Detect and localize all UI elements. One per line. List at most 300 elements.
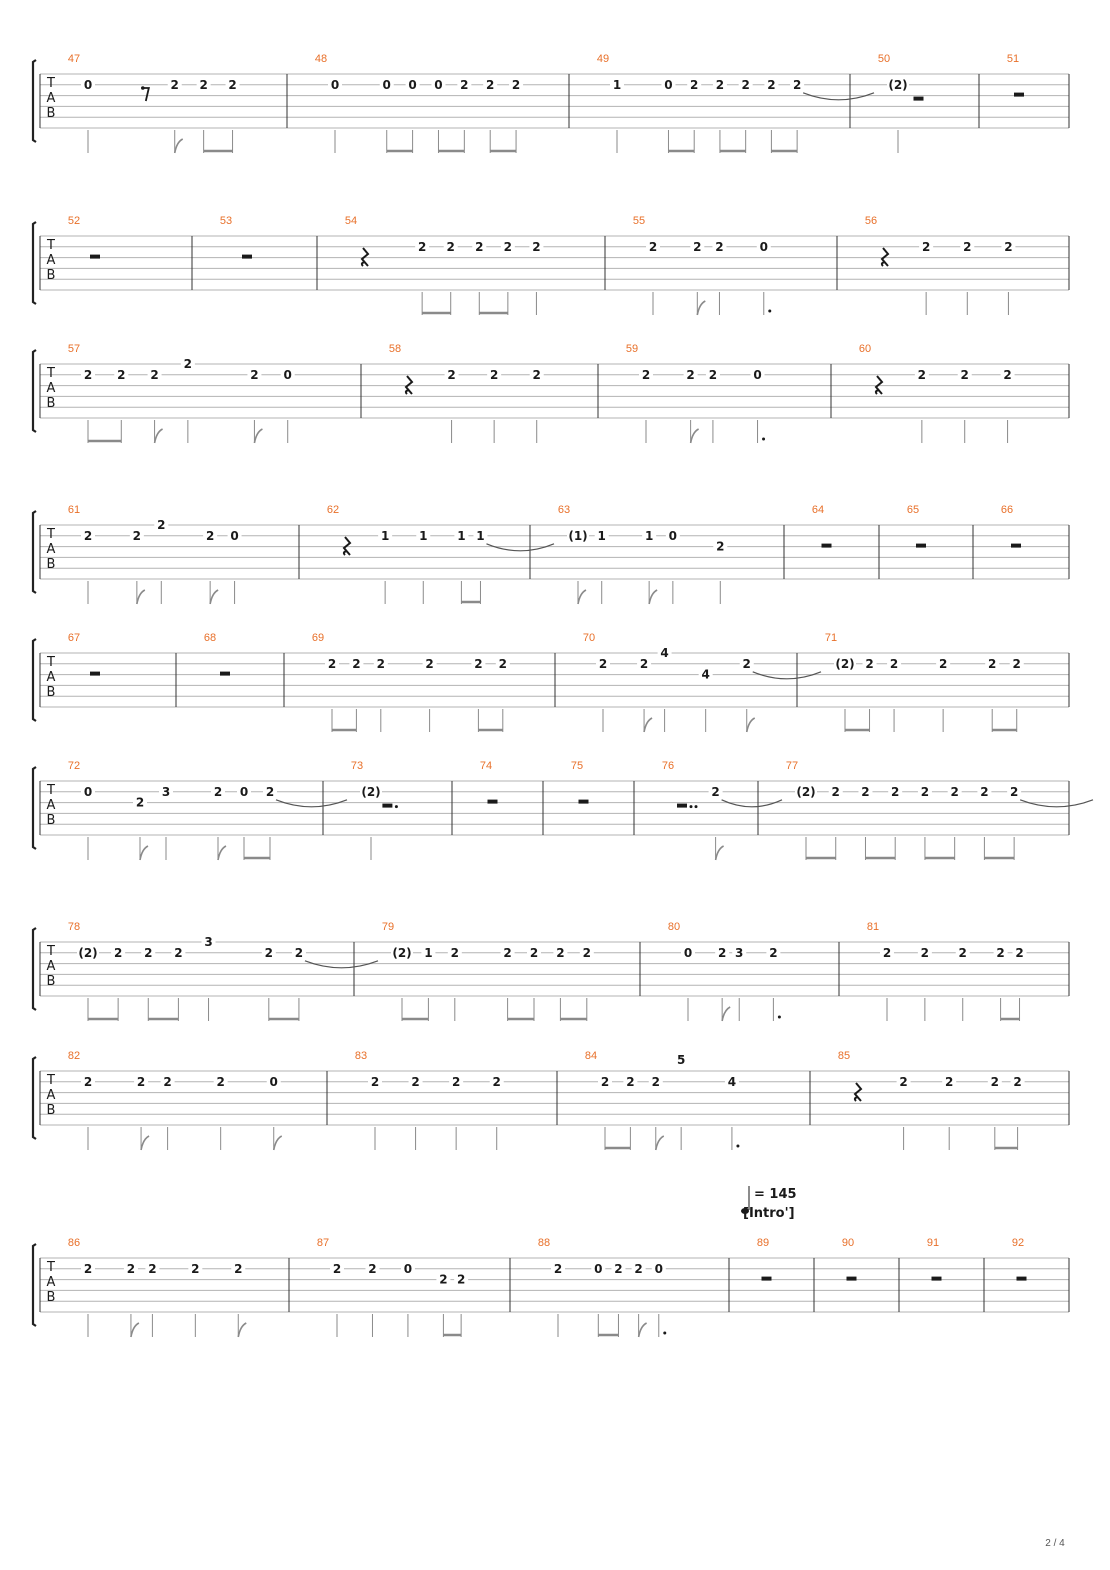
- measure-number: 77: [785, 760, 799, 772]
- measure: [571, 760, 589, 804]
- fret-number: 1: [424, 945, 433, 960]
- fret-number: 2: [503, 239, 513, 254]
- measure: [558, 504, 727, 604]
- note-flag: [656, 1136, 664, 1150]
- fret-number: 2: [327, 656, 337, 671]
- measure: [220, 215, 252, 259]
- fret-number: 2: [352, 656, 361, 671]
- measure: [351, 760, 398, 860]
- fret-number: 2: [988, 656, 997, 671]
- quarter-rest: [406, 376, 412, 394]
- measure-number: 68: [203, 632, 217, 644]
- fret-number: 2: [889, 656, 899, 671]
- fret-number: 0: [230, 528, 239, 543]
- system-bracket: [33, 511, 36, 593]
- quarter-rest: [876, 376, 882, 394]
- fret-number: 2: [532, 239, 541, 254]
- fret-number: 2: [135, 795, 145, 810]
- tab-system: [33, 343, 1069, 443]
- note-flag: [639, 1323, 647, 1337]
- system-bracket: [33, 1057, 36, 1139]
- fret-number: 2: [83, 528, 93, 543]
- tab-clef-letter: A: [46, 959, 56, 974]
- fret-number: 2: [690, 77, 699, 92]
- fret-number: 2: [489, 367, 499, 382]
- whole-rest: [1014, 93, 1024, 97]
- measure: [355, 1050, 504, 1150]
- fret-number: 0: [283, 367, 292, 382]
- dot: [768, 310, 771, 313]
- fret-number: 2: [958, 945, 967, 960]
- system-bracket: [33, 1244, 36, 1326]
- measure-number: 82: [67, 1050, 81, 1062]
- measure-number: 73: [350, 760, 364, 772]
- tab-clef-letter: T: [47, 527, 55, 542]
- measure: [626, 343, 765, 443]
- fret-number: 2: [475, 239, 484, 254]
- fret-number: 2: [715, 239, 724, 254]
- fret-number: 0: [83, 77, 93, 92]
- fret-number: 2: [451, 1074, 461, 1089]
- measure-number: 87: [316, 1237, 330, 1249]
- fret-number: 2: [639, 656, 649, 671]
- fret-number: 2: [425, 656, 434, 671]
- tab-clef-letter: T: [47, 76, 55, 91]
- measure: [1012, 1237, 1027, 1281]
- measure-number: 58: [388, 343, 402, 355]
- fret-number: 2: [882, 945, 892, 960]
- tab-system: [33, 504, 1069, 604]
- measure: [867, 921, 1027, 1021]
- measure: [68, 343, 295, 443]
- fret-number: 2: [529, 945, 539, 960]
- eighth-rest-dot: [141, 86, 145, 90]
- tab-system: [33, 1237, 1069, 1337]
- fret-number: 0: [683, 945, 693, 960]
- fret-number: 0: [239, 784, 249, 799]
- measure: [838, 1050, 1025, 1150]
- fret-number: (2): [361, 784, 381, 799]
- measure: [907, 504, 926, 548]
- fret-number: 3: [735, 945, 744, 960]
- fret-number: 2: [715, 77, 725, 92]
- measure-number: 47: [67, 53, 81, 65]
- measure: [585, 1050, 740, 1150]
- fret-number: 2: [626, 1074, 635, 1089]
- fret-number: 2: [447, 367, 456, 382]
- fret-number: 2: [1012, 656, 1021, 671]
- measure-number: 65: [906, 504, 920, 516]
- measure-number: 56: [864, 215, 878, 227]
- system-bracket: [33, 639, 36, 721]
- note-flag: [254, 429, 262, 443]
- fret-number: 0: [330, 77, 340, 92]
- tab-system: [33, 921, 1069, 1021]
- dot: [778, 1016, 781, 1019]
- fret-number: 2: [486, 77, 495, 92]
- fret-number: 2: [511, 77, 521, 92]
- fret-number: (2): [796, 784, 816, 799]
- measure-number: 86: [67, 1237, 81, 1249]
- tie-arc: [276, 800, 347, 807]
- note-flag: [697, 301, 705, 315]
- half-rest: [914, 97, 924, 101]
- fret-number: 2: [213, 784, 223, 799]
- tempo-value: = 145: [754, 1187, 797, 1202]
- system-bracket: [33, 928, 36, 1010]
- fret-number: 2: [1015, 945, 1024, 960]
- fret-number: 2: [708, 367, 718, 382]
- measure-number: 60: [858, 343, 872, 355]
- fret-number: 2: [136, 1074, 146, 1089]
- fret-number: 1: [612, 77, 622, 92]
- eighth-rest: [143, 88, 149, 101]
- tempo-marking: [741, 1186, 797, 1221]
- fret-number: 2: [767, 77, 776, 92]
- measure: [757, 1237, 772, 1281]
- measure-number: 81: [866, 921, 880, 933]
- fret-number: 4: [660, 646, 669, 660]
- measure: [204, 632, 230, 676]
- tab-clef-letter: B: [46, 268, 56, 283]
- fret-number: 2: [265, 784, 275, 799]
- fret-number: 2: [113, 945, 123, 960]
- fret-number: 2: [920, 784, 930, 799]
- fret-number: 3: [161, 784, 171, 799]
- fret-number: 2: [474, 656, 483, 671]
- tab-system: [33, 632, 1069, 732]
- fret-number: 0: [759, 239, 768, 254]
- fret-number: 0: [382, 77, 391, 92]
- fret-number: 2: [717, 945, 727, 960]
- measure-number: 92: [1011, 1237, 1025, 1249]
- measure-number: 66: [1000, 504, 1014, 516]
- fret-number: 2: [332, 1261, 342, 1276]
- fret-number: 2: [831, 784, 840, 799]
- fret-number: 2: [865, 656, 874, 671]
- tie-arc: [753, 672, 821, 679]
- fret-number: 2: [716, 539, 725, 554]
- fret-number: 2: [532, 367, 541, 382]
- measure: [68, 1050, 282, 1150]
- fret-number: 2: [439, 1272, 448, 1287]
- fret-number: 2: [921, 239, 931, 254]
- fret-number: 2: [963, 239, 972, 254]
- measure-number: 61: [67, 504, 81, 516]
- note-flag: [722, 1007, 730, 1021]
- measure: [927, 1237, 942, 1281]
- fret-number: (2): [78, 945, 98, 960]
- fret-number: 2: [446, 239, 455, 254]
- tab-clef-letter: B: [46, 974, 56, 989]
- measure-number: 88: [537, 1237, 551, 1249]
- quarter-rest: [362, 248, 368, 266]
- fret-number: 2: [769, 945, 778, 960]
- fret-number: 2: [170, 77, 179, 92]
- measure: [312, 632, 510, 732]
- measure-number: 84: [584, 1050, 598, 1062]
- tab-clef-letter: A: [46, 798, 56, 813]
- fret-number: 2: [741, 77, 750, 92]
- measure-number: 78: [67, 921, 81, 933]
- whole-rest: [488, 800, 498, 804]
- fret-number: 2: [614, 1261, 623, 1276]
- fret-number: 0: [654, 1261, 663, 1276]
- fret-number: 2: [556, 945, 565, 960]
- fret-number: 1: [476, 528, 485, 543]
- measure: [786, 760, 1093, 860]
- whole-rest: [762, 1277, 772, 1281]
- measure: [315, 53, 523, 153]
- fret-number: 2: [861, 784, 870, 799]
- fret-number: 2: [126, 1261, 136, 1276]
- fret-number: 2: [117, 367, 126, 382]
- measure-number: 64: [811, 504, 825, 516]
- note-flag: [716, 846, 724, 860]
- fret-number: 2: [83, 1074, 93, 1089]
- fret-number: 2: [742, 656, 751, 671]
- whole-rest: [90, 255, 100, 259]
- fret-number: 2: [157, 518, 166, 532]
- fret-number: 2: [634, 1261, 643, 1276]
- measure: [812, 504, 832, 548]
- measure: [538, 1237, 666, 1337]
- fret-number: 0: [668, 528, 678, 543]
- fret-number: 0: [269, 1074, 278, 1089]
- half-rest: [677, 804, 687, 808]
- tab-clef-letter: B: [46, 685, 56, 700]
- tab-clef-letter: B: [46, 396, 56, 411]
- measure-number: 89: [756, 1237, 770, 1249]
- note-flag: [175, 139, 183, 153]
- whole-rest: [220, 672, 230, 676]
- dot: [663, 1332, 666, 1335]
- fret-number: 2: [148, 1261, 157, 1276]
- fret-number: 2: [376, 656, 385, 671]
- note-flag: [137, 590, 145, 604]
- half-rest: [382, 804, 392, 808]
- quarter-rest: [855, 1083, 861, 1101]
- measure-number: 69: [311, 632, 325, 644]
- measure: [382, 921, 594, 1021]
- tab-system: [33, 215, 1069, 315]
- fret-number: 2: [648, 239, 658, 254]
- note-flag: [274, 1136, 282, 1150]
- measure-number: 79: [381, 921, 395, 933]
- measure: [878, 53, 924, 153]
- fret-number: 2: [368, 1261, 377, 1276]
- tab-clef-letter: T: [47, 1260, 55, 1275]
- whole-rest: [932, 1277, 942, 1281]
- measure: [1001, 504, 1021, 548]
- fret-number: 2: [945, 1074, 954, 1089]
- fret-number: 2: [294, 945, 304, 960]
- fret-number: 0: [403, 1261, 413, 1276]
- note-flag: [218, 846, 226, 860]
- tab-clef-letter: T: [47, 655, 55, 670]
- tab-clef-letter: A: [46, 381, 56, 396]
- fret-number: 2: [450, 945, 459, 960]
- fret-number: 2: [228, 77, 237, 92]
- fret-number: 2: [492, 1074, 501, 1089]
- fret-number: 2: [582, 945, 591, 960]
- tab-clef-letter: A: [46, 670, 56, 685]
- system-bracket: [33, 60, 36, 142]
- whole-rest: [822, 544, 832, 548]
- tab-clef-letter: A: [46, 1275, 56, 1290]
- measure-number: 85: [837, 1050, 851, 1062]
- fret-number: 2: [1013, 1074, 1022, 1089]
- fret-number: 2: [234, 1261, 243, 1276]
- page-number: 2 / 4: [1045, 1538, 1065, 1549]
- system-bracket: [33, 222, 36, 304]
- fret-number: 2: [456, 1272, 466, 1287]
- measure-number: 72: [67, 760, 81, 772]
- measure: [68, 921, 378, 1021]
- measure-number: 74: [479, 760, 493, 772]
- tab-system: [33, 1050, 1069, 1150]
- fret-number: 2: [686, 367, 695, 382]
- fret-number: 3: [204, 935, 213, 949]
- note-flag: [578, 590, 586, 604]
- fret-number: 1: [644, 528, 654, 543]
- fret-number: 2: [950, 784, 959, 799]
- whole-rest: [847, 1277, 857, 1281]
- measure: [327, 504, 554, 604]
- measure-number: 53: [219, 215, 233, 227]
- fret-number: 2: [498, 656, 507, 671]
- fret-number: 2: [899, 1074, 908, 1089]
- measure-number: 91: [926, 1237, 940, 1249]
- measure-number: 52: [67, 215, 81, 227]
- measure: [865, 215, 1016, 315]
- rest-dot: [395, 805, 398, 808]
- fret-number: 1: [380, 528, 390, 543]
- fret-number: 2: [250, 367, 259, 382]
- measure: [859, 343, 1015, 443]
- fret-number: 2: [183, 357, 193, 371]
- whole-rest: [242, 255, 252, 259]
- fret-number: 2: [199, 77, 208, 92]
- tie-arc: [722, 800, 782, 807]
- tab-clef-letter: T: [47, 238, 55, 253]
- tab-clef-letter: B: [46, 1290, 56, 1305]
- fret-number: 2: [216, 1074, 225, 1089]
- fret-number: 2: [960, 367, 969, 382]
- fret-number: 2: [1009, 784, 1019, 799]
- tab-system: [33, 53, 1069, 153]
- measure: [825, 632, 1024, 732]
- section-label: [Intro']: [743, 1206, 795, 1221]
- fret-number: 0: [83, 784, 93, 799]
- measure: [597, 53, 874, 153]
- measure-number: 80: [667, 921, 681, 933]
- fret-number: 5: [676, 1053, 686, 1068]
- measure-number: 54: [344, 215, 358, 227]
- fret-number: 2: [144, 945, 153, 960]
- fret-number: 1: [457, 528, 466, 543]
- measure-number: 67: [67, 632, 81, 644]
- tab-clef-letter: B: [46, 1103, 56, 1118]
- tie-arc: [1020, 800, 1093, 807]
- measure-number: 57: [67, 343, 81, 355]
- tab-system: [33, 760, 1093, 860]
- tab-clef-letter: T: [47, 1073, 55, 1088]
- fret-number: 2: [503, 945, 512, 960]
- fret-number: 2: [792, 77, 802, 92]
- fret-number: 2: [1003, 367, 1012, 382]
- measure: [317, 1237, 468, 1337]
- fret-number: 1: [597, 528, 606, 543]
- fret-number: 2: [600, 1074, 610, 1089]
- measure-number: 63: [557, 504, 571, 516]
- fret-number: 0: [664, 77, 673, 92]
- fret-number: 2: [174, 945, 183, 960]
- dot: [736, 1145, 739, 1148]
- fret-number: 4: [727, 1074, 737, 1089]
- fret-number: 2: [938, 656, 948, 671]
- whole-rest: [579, 800, 589, 804]
- fret-number: 2: [693, 239, 702, 254]
- dot: [762, 438, 765, 441]
- tab-clef-letter: T: [47, 783, 55, 798]
- fret-number: 4: [701, 667, 710, 682]
- quarter-rest: [344, 537, 350, 555]
- measure: [633, 215, 771, 315]
- tab-clef-letter: B: [46, 557, 56, 572]
- measure: [68, 760, 347, 860]
- fret-number: 1: [419, 528, 428, 543]
- quarter-rest: [882, 248, 888, 266]
- fret-number: 2: [411, 1074, 420, 1089]
- measure-number: 48: [314, 53, 328, 65]
- rest-dot: [690, 805, 693, 808]
- tab-clef-letter: A: [46, 253, 56, 268]
- measure: [842, 1237, 857, 1281]
- measure: [480, 760, 498, 804]
- fret-number: 2: [163, 1074, 172, 1089]
- measure-number: 50: [877, 53, 891, 65]
- measure: [68, 1237, 246, 1337]
- measure-number: 49: [596, 53, 610, 65]
- fret-number: 2: [417, 239, 427, 254]
- note-flag: [644, 718, 652, 732]
- tab-clef-letter: A: [46, 542, 56, 557]
- fret-number: 2: [598, 656, 608, 671]
- note-flag: [141, 1136, 149, 1150]
- fret-number: (1): [568, 528, 588, 543]
- note-flag: [155, 429, 163, 443]
- whole-rest: [90, 672, 100, 676]
- measure-number: 75: [570, 760, 584, 772]
- whole-rest: [1011, 544, 1021, 548]
- measure-number: 62: [326, 504, 340, 516]
- note-flag: [140, 846, 148, 860]
- fret-number: 2: [917, 367, 927, 382]
- measure-number: 70: [582, 632, 596, 644]
- measure-number: 90: [841, 1237, 855, 1249]
- measure-number: 51: [1006, 53, 1020, 65]
- tab-clef-letter: B: [46, 106, 56, 121]
- fret-number: 2: [264, 945, 273, 960]
- fret-number: 2: [1004, 239, 1013, 254]
- fret-number: 2: [641, 367, 651, 382]
- measure: [68, 215, 100, 259]
- tab-clef-letter: T: [47, 366, 55, 381]
- fret-number: 0: [594, 1261, 603, 1276]
- measure: [345, 215, 544, 315]
- measure: [389, 343, 544, 443]
